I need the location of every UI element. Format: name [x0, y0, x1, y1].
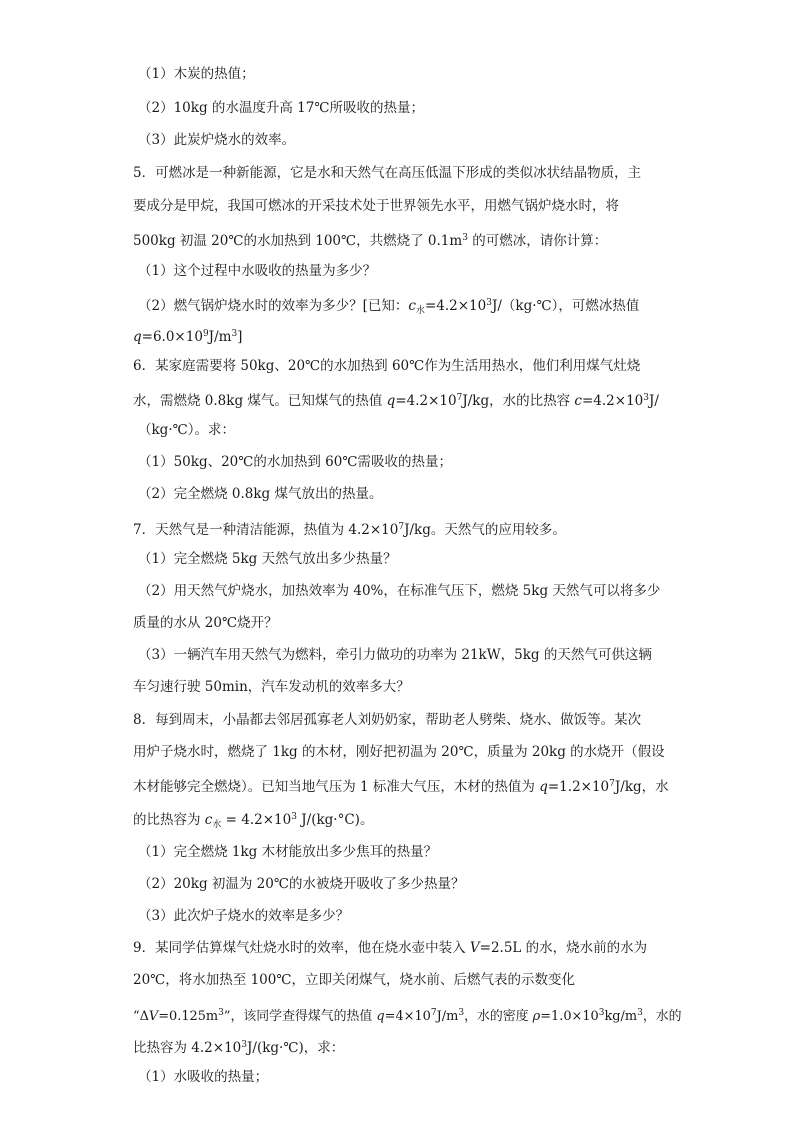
text: J/（kg·℃），可燃冰热值 — [491, 298, 640, 314]
text: J/(kg·°C)。 — [296, 812, 374, 828]
text: =4.2×10 — [395, 393, 457, 409]
superscript: 9 — [202, 329, 209, 339]
superscript: 3 — [231, 329, 238, 339]
var-c: c — [408, 298, 416, 314]
text: 9．某同学估算煤气灶烧水时的效率，他在烧水壶中装入 — [133, 940, 470, 956]
text: =1.0×10 — [540, 1009, 599, 1024]
text: （2）10kg 的水温度升高 17℃所吸收的热量； — [138, 100, 424, 116]
text: （1）完全燃烧 5kg 天然气放出多少热量？ — [138, 551, 397, 567]
q8-part2 — [138, 874, 464, 894]
q5-part1 — [138, 261, 376, 281]
q6-part2 — [138, 484, 382, 504]
text: =4.2×10 — [424, 298, 487, 314]
text: （1）木炭的热值； — [138, 66, 255, 82]
text: J/kg，水的比热容 — [462, 393, 575, 409]
q7-stem — [133, 517, 566, 540]
q8-stem-line1 — [133, 710, 641, 730]
superscript: 3 — [486, 298, 492, 308]
text: J/ — [649, 393, 659, 409]
text: ，水的密度 — [464, 1009, 533, 1024]
superscript: 7 — [430, 1008, 437, 1018]
var-v: V — [469, 940, 480, 956]
text: kg/m — [604, 1009, 638, 1024]
var-q: q — [376, 1009, 385, 1024]
var-q: q — [133, 329, 142, 345]
q9-stem-line2 — [133, 970, 575, 990]
text: 20℃，将水加热至 100℃，立即关闭煤气，烧水前、后燃气表的示数变化 — [133, 972, 575, 988]
text: （2）燃气锅炉烧水时的效率为多少？[已知： — [138, 298, 409, 314]
subscript: 水 — [415, 306, 425, 316]
text: =0.125m — [158, 1009, 219, 1024]
q8-stem-line2 — [133, 742, 665, 762]
text: ] — [237, 329, 243, 345]
q6-stem-line3 — [138, 420, 235, 440]
text: “Δ — [133, 1009, 149, 1024]
q5-stem-line2 — [133, 196, 619, 216]
text: =4×10 — [384, 1009, 431, 1024]
q6-stem-line1 — [133, 356, 640, 376]
text: 500kg 初温 20℃的水加热到 100℃，共燃烧了 0.1m — [133, 233, 463, 249]
q7-part3-cont — [133, 677, 410, 697]
q8-part3 — [138, 906, 349, 926]
q5-part2 — [138, 293, 639, 321]
text: （1）完全燃烧 1kg 木材能放出多少焦耳的热量？ — [138, 844, 438, 860]
text: （3）一辆汽车用天然气为燃料，牵引力做功的功率为 21kW，5kg 的天然气可供这辆 — [138, 647, 652, 663]
text: J/kg。天然气的应用较多。 — [404, 522, 566, 538]
text: （2）20kg 初温为 20℃的水被烧开吸收了多少热量？ — [138, 876, 465, 892]
superscript: 3 — [598, 1008, 605, 1018]
text: =4.2×10 — [581, 393, 644, 409]
text: 8．每到周末，小晶都去邻居孤寡老人刘奶奶家，帮助老人劈柴、烧水、做饭等。某次 — [133, 712, 642, 728]
text: 6．某家庭需要将 50kg、20℃的水加热到 60℃作为生活用热水，他们利用煤气灶烧 — [133, 358, 641, 374]
superscript: 3 — [637, 1008, 643, 1018]
q8-stem-line3 — [133, 774, 669, 797]
superscript: 3 — [643, 393, 649, 403]
q7-part3 — [138, 645, 652, 665]
text: （kg·℃）。求： — [138, 422, 235, 438]
text: 5．可燃冰是一种新能源，它是水和天然气在高压低温下形成的类似冰状结晶物质，主 — [133, 165, 642, 181]
superscript: 7 — [456, 393, 463, 403]
q4-part1 — [138, 64, 255, 84]
text: ”，该同学查得煤气的热值 — [223, 1009, 377, 1024]
var-rho: ρ — [532, 1009, 541, 1024]
superscript: 3 — [458, 1008, 465, 1018]
text: 比热容为 4.2×10 — [133, 1040, 242, 1056]
q6-stem-line2 — [133, 388, 659, 411]
q9-part1 — [138, 1067, 268, 1087]
text: J/kg，水 — [614, 779, 669, 795]
superscript: 3 — [291, 812, 297, 822]
q7-part2 — [138, 581, 660, 601]
text: =6.0×10 — [141, 329, 203, 345]
superscript: 7 — [609, 779, 615, 789]
q9-stem-line3 — [133, 1003, 682, 1027]
superscript: 3 — [241, 1040, 247, 1050]
text: = 4.2×10 — [221, 812, 292, 828]
var-c: c — [574, 393, 582, 409]
text: （2）完全燃烧 0.8kg 煤气放出的热量。 — [138, 486, 383, 502]
var-q: q — [386, 393, 396, 409]
superscript: 3 — [462, 233, 468, 243]
superscript: 7 — [398, 522, 405, 532]
q7-part1 — [138, 549, 397, 569]
text: 质量的水从 20℃烧开？ — [133, 615, 278, 631]
text: （3）此次炉子烧水的效率是多少？ — [138, 908, 350, 924]
q5-stem-line3 — [133, 228, 607, 251]
q9-stem-line1 — [133, 938, 647, 958]
text: 车匀速行驶 50min，汽车发动机的效率多大？ — [133, 679, 410, 695]
q5-stem-line1 — [133, 163, 641, 183]
text: （3）此炭炉烧水的效率。 — [138, 132, 296, 148]
text: 7．天然气是一种清洁能源，热值为 4.2×10 — [133, 522, 399, 538]
q4-part2 — [138, 98, 424, 118]
q4-part3 — [138, 130, 295, 150]
text: 用炉子烧水时，燃烧了 1kg 的木材，刚好把初温为 20℃，质量为 20kg 的水烧开（假设 — [133, 744, 665, 760]
text: 水，需燃烧 0.8kg 煤气。已知煤气的热值 — [133, 393, 387, 409]
text: J/m — [436, 1009, 459, 1024]
q6-part1 — [138, 452, 452, 472]
subscript: 水 — [212, 820, 222, 830]
var-v: V — [148, 1009, 159, 1024]
text: =1.2×10 — [547, 779, 610, 795]
q7-part2-cont — [133, 613, 278, 633]
q8-stem-line4 — [133, 807, 373, 835]
text: 的可燃冰，请你计算： — [467, 233, 608, 249]
text: （1）这个过程中水吸收的热量为多少？ — [138, 263, 377, 279]
text: =2.5L 的水，烧水前的水为 — [479, 940, 648, 956]
q9-stem-line4 — [133, 1035, 344, 1058]
q8-part1 — [138, 842, 437, 862]
text: （1）50kg、20℃的水加热到 60℃需吸收的热量； — [138, 454, 452, 470]
text: J/m — [208, 329, 232, 345]
text: 的比热容为 — [133, 812, 205, 828]
var-c: c — [204, 812, 213, 828]
text: ，水的 — [642, 1009, 682, 1024]
q5-part2-cont — [133, 324, 242, 347]
text: J/(kg·℃)，求： — [247, 1040, 345, 1056]
text: 要成分是甲烷，我国可燃冰的开采技术处于世界领先水平，用燃气锅炉烧水时，将 — [133, 198, 619, 214]
text: （1）水吸收的热量； — [138, 1069, 269, 1085]
superscript: 3 — [218, 1008, 224, 1018]
var-q: q — [539, 779, 548, 795]
text: （2）用天然气炉烧水，加热效率为 40%，在标准气压下，燃烧 5kg 天然气可以将多少 — [138, 583, 661, 599]
text: 木材能够完全燃烧）。已知当地气压为 1 标准大气压，木材的热值为 — [133, 779, 540, 795]
